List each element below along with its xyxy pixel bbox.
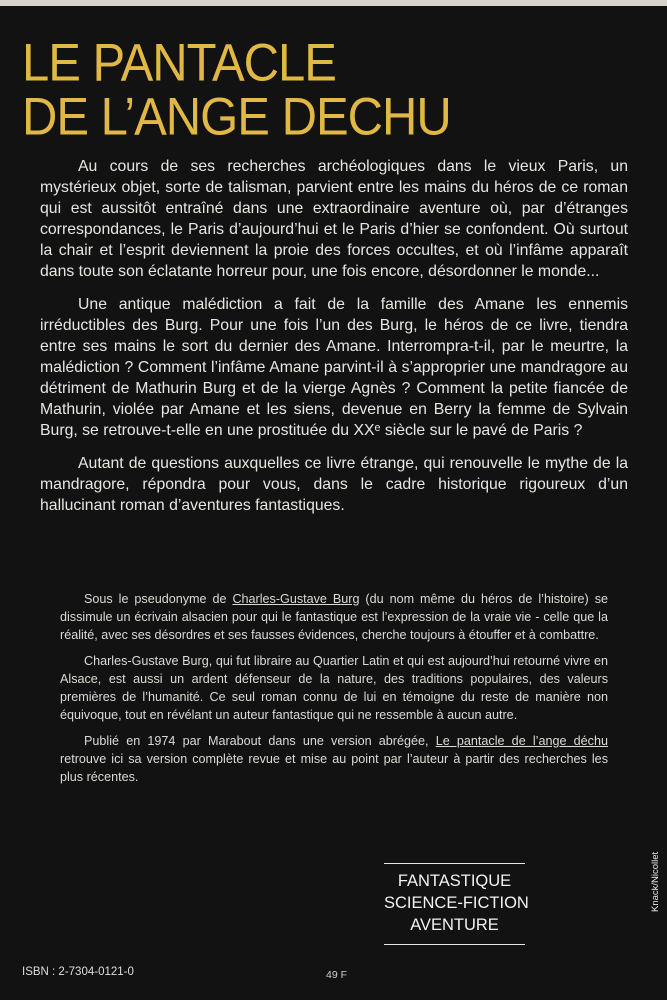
isbn: ISBN : 2-7304-0121-0 xyxy=(22,966,134,978)
genre-aventure: AVENTURE xyxy=(410,916,499,934)
genre-box xyxy=(384,863,529,945)
bio-p1-after: (du nom même du héros de l’histoire) se dissimule un écrivain alsacien pour qui le fantastique est l’expression de la vraie vie - celle que la réalité, avec ses désordres et ses fausses évidences, cherche toujours à étouffer et à combattre. xyxy=(60,592,608,642)
book-title xyxy=(22,33,622,147)
author-pseudonym: Charles-Gustave Burg xyxy=(232,592,360,606)
illustration-credit: Knack/Nicollet xyxy=(650,851,661,912)
book-title-line-1: LE PANTACLE xyxy=(22,33,336,93)
blurb xyxy=(40,156,628,528)
blurb-paragraph-2: Une antique malédiction a fait de la famille des Amane les ennemis irréductibles des Burg. Pour une fois l’un des Burg, le héros de ce livre, tiendra entre ses mains le sort du dernier des Amane. Interrompra-t-il, par le meurtre, la malédiction ? Comment l’infâme Amane parvint-il à s’approprier une mandragore au détriment de Mathurin Burg et de la vierge Agnès ? Comment la petite fiancée de Mathurin, violée par Amane et les siens, devenue en Berry la femme de Sylvain Burg, se retrouve-t-elle en une prostituée du XXᵉ siècle sur le pavé de Paris ? xyxy=(40,296,628,439)
price: 49 F xyxy=(326,969,348,981)
blurb-paragraph-1: Au cours de ses recherches archéologiques dans le vieux Paris, un mystérieux objet, sorte de talisman, parvient entre les mains du héros de ce roman qui est aussitôt entraîné dans une extraordinaire aventure où, par d’étranges correspondances, le Paris d’aujourd’hui et le Paris d’hier se confondent. Où surtout la chair et l’esprit deviennent la proie des forces occultes, et où l’infâme apparaît dans toute son éclatante horreur pour, une fois encore, désordonner le monde... xyxy=(40,158,628,280)
book-title-line-2: DE L’ANGE DECHU xyxy=(22,87,451,147)
bio-p3-after: retrouve ici sa version complète revue et mise au point par l’auteur à partir des recherches les plus récentes. xyxy=(60,752,608,784)
blurb-paragraph-3: Autant de questions auxquelles ce livre étrange, qui renouvelle le mythe de la mandragore, répondra pour vous, dans le cadre historique rigoureux d’un hallucinant roman d’aventures fantastiques. xyxy=(40,455,628,514)
genre-science-fiction: SCIENCE-FICTION xyxy=(384,894,529,912)
genre-fantastique: FANTASTIQUE xyxy=(397,872,512,890)
book-title-reference: Le pantacle de l’ange déchu xyxy=(435,734,608,748)
bio-paragraph-2: Charles-Gustave Burg, qui fut libraire au Quartier Latin et qui est aujourd’hui retourné vivre en Alsace, est aussi un ardent défenseur de la nature, des traditions populaires, des valeurs premières de l’humanité. Ce seul roman connu de lui en témoigne du reste de manière non équivoque, tout en révélant un auteur fantastique qui ne ressemble à aucun autre. xyxy=(60,654,608,722)
bio-p3-before: Publié en 1974 par Marabout dans une version abrégée, xyxy=(84,734,436,748)
bio-paragraph-3 xyxy=(60,732,608,786)
bio-paragraph-1 xyxy=(60,590,608,644)
cover-top-edge xyxy=(0,0,667,6)
author-bio xyxy=(60,590,608,794)
bio-p1-before: Sous le pseudonyme de xyxy=(84,592,233,606)
